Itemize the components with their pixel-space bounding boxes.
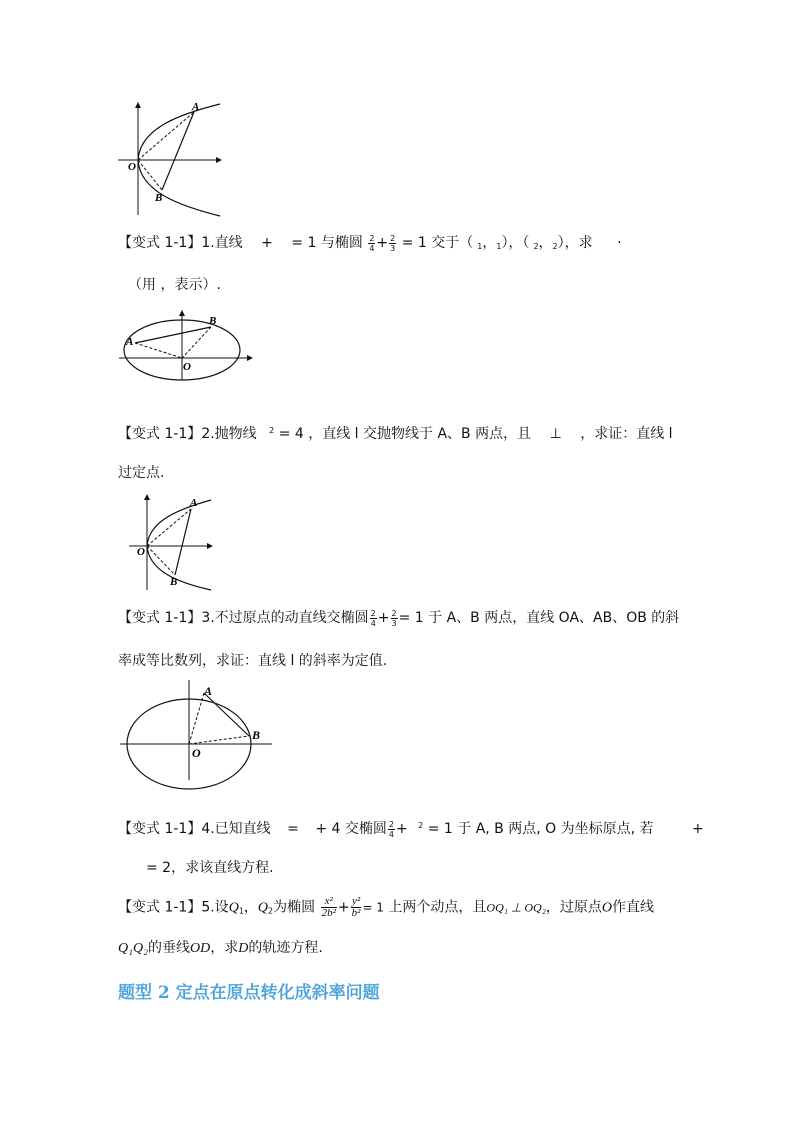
exercise-3-line-2: 率成等比数列，求证：直线 l 的斜率为定值. xyxy=(118,653,388,669)
exercise-4-line-2: = 2，求该直线方程. xyxy=(146,860,274,876)
exercise-1-line-1: 【变式 1-1】1.直线 + = 1 与椭圆 $\frac{2}{4}$ + $\frac{2}{3}$ = 1 交于（ $_1$，$_1$），（ $_2$，$_2$），求 · xyxy=(118,233,622,253)
fraction-y2-over-3: $\frac{2}{3}$ xyxy=(391,608,397,628)
fraction-x2-over-4: $\frac{2}{4}$ xyxy=(369,233,375,253)
origin-label: O xyxy=(137,546,145,558)
exercise-4-line-1: 【变式 1-1】4.已知直线 = + 4 交椭圆 $\frac{2}{4}$ + $^2$ = 1 于 A, B 两点, O 为坐标原点, 若 + xyxy=(118,819,704,839)
point-a-label: A xyxy=(126,336,134,348)
fraction-x2-over-2b2: $\frac{\text{x²}}{\text{2b²}}$ xyxy=(321,895,336,919)
origin-label: O xyxy=(183,361,191,373)
fraction-y2-over-b2: $\frac{\text{y²}}{\text{b²}}$ xyxy=(351,895,361,919)
exercise-3-line-1: 【变式 1-1】3.不过原点的动直线交椭圆 $\frac{2}{4}$ + $\frac{2}{3}$ = 1 于 A、B 两点，直线 OA、AB、OB 的斜 xyxy=(118,608,680,628)
fraction-y2-over-3: $\frac{2}{3}$ xyxy=(390,233,396,253)
exercise-2-line-1: 【变式 1-1】2.抛物线 $^2$ = 4 ，直线 l 交抛物线于 A、B 两点，且 ⊥ ，求证：直线 l xyxy=(118,426,673,442)
fraction-x2-over-4: $\frac{2}{4}$ xyxy=(388,819,394,839)
point-b-label: B xyxy=(252,728,261,742)
exercise-5-line-2: Q₁Q₂的垂线OD，求D的轨迹方程. xyxy=(118,940,323,956)
figure-ellipse-1 xyxy=(115,312,255,380)
point-a-label: A xyxy=(190,497,198,509)
point-a-label: A xyxy=(192,101,200,113)
point-b-label: B xyxy=(155,192,163,204)
figure-parabola-1 xyxy=(110,100,230,220)
point-b-label: B xyxy=(170,576,178,588)
exercise-5-line-1: 【变式 1-1】5.设$Q_1$，$Q_2$为椭圆 $\frac{\text{x²}}{\text{2b²}}$ + $\frac{\text{y²}}{\text{b²}}$ = 1 上两个动点，且OQ₁ ⊥ OQ₂，过原点O作直线 xyxy=(118,895,654,919)
origin-label: O xyxy=(128,161,136,173)
origin-label: O xyxy=(192,746,201,760)
exercise-2-line-2: 过定点. xyxy=(118,465,165,481)
exercise-1-line-2: （用 ，表示）. xyxy=(128,277,221,293)
fraction-x2-over-4: $\frac{2}{4}$ xyxy=(370,608,376,628)
section-heading: 题型 2 定点在原点转化成斜率问题 xyxy=(118,983,380,1003)
figure-parabola-2 xyxy=(125,492,225,592)
point-a-label: A xyxy=(204,684,213,698)
figure-ellipse-2 xyxy=(118,680,278,780)
point-b-label: B xyxy=(209,315,217,327)
